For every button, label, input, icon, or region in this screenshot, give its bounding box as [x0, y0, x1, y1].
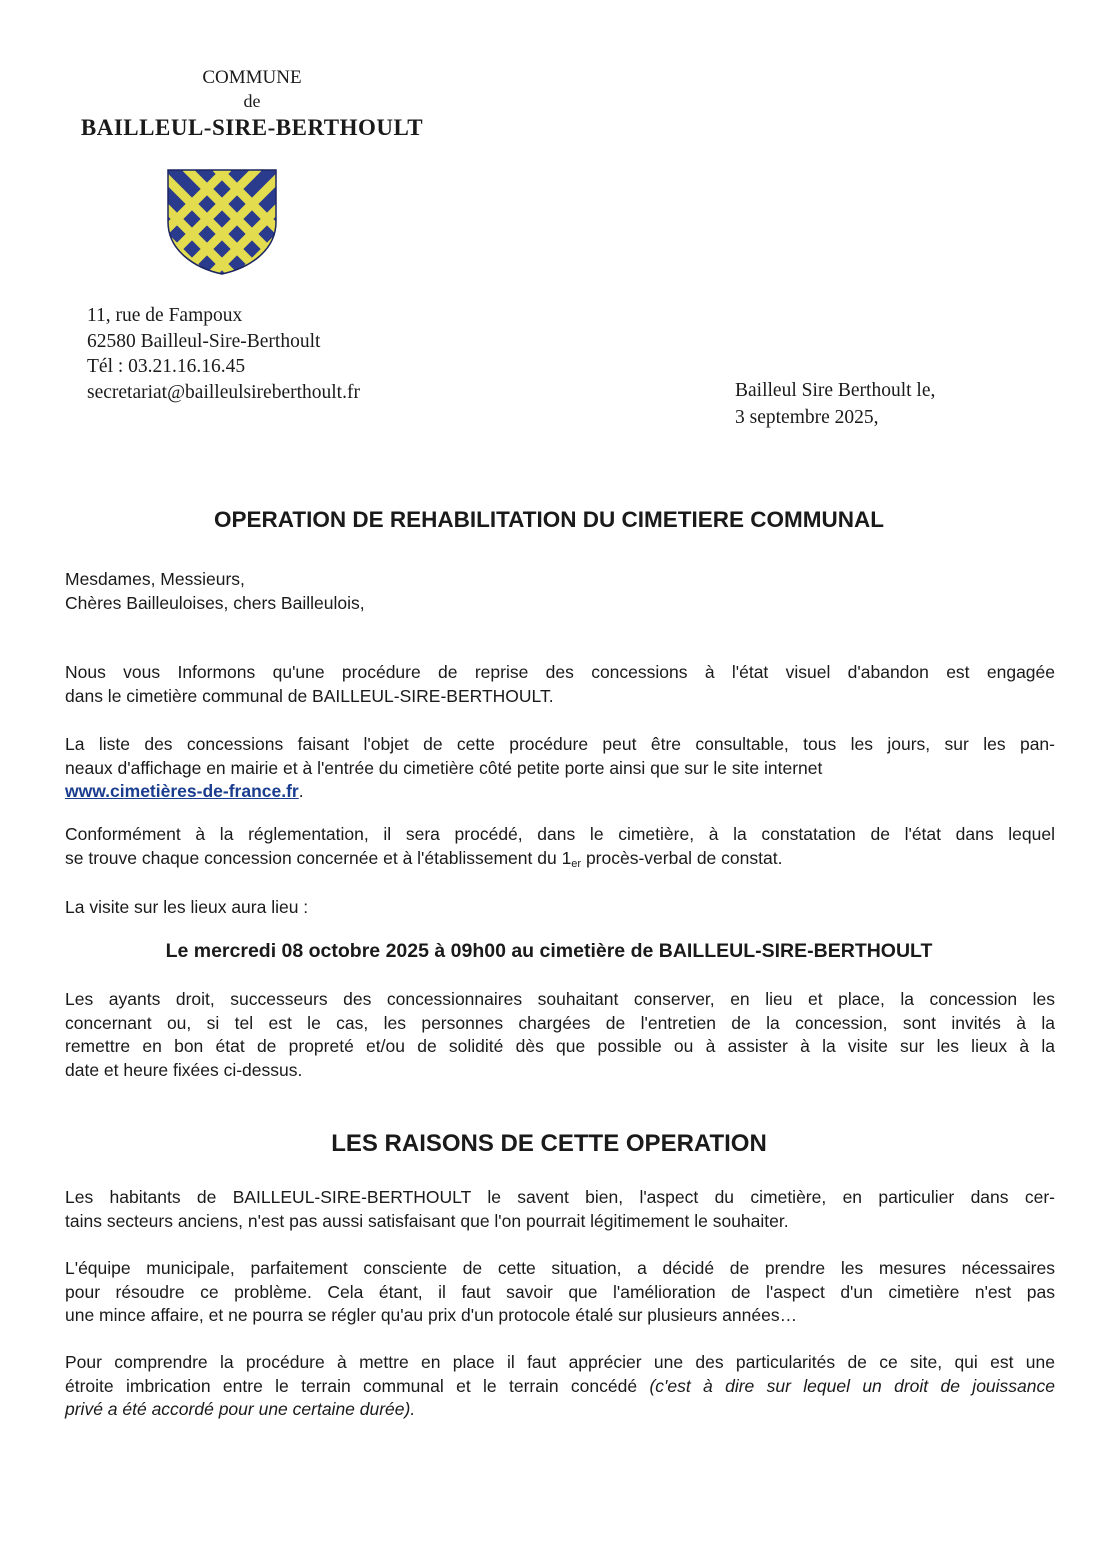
website-link[interactable]: www.cimetières-de-france.fr — [65, 781, 299, 801]
coat-of-arms-icon — [166, 168, 278, 276]
section-title: LES RAISONS DE CETTE OPERATION — [331, 1130, 767, 1157]
commune-name: BAILLEUL-SIRE-BERTHOULT — [80, 115, 424, 140]
commune-header — [60, 66, 444, 144]
dateline-place: Bailleul Sire Berthoult le, — [735, 380, 936, 401]
dateline-date: 3 septembre 2025, — [735, 407, 879, 428]
greeting-line: Mesdames, Messieurs, — [65, 569, 245, 589]
paragraph-residents — [65, 1186, 1055, 1233]
text-line: tains secteurs anciens, n'est pas aussi satisfaisant que l'on pourrait légitimement le souhaiter. — [65, 1210, 789, 1231]
text-line: La visite sur les lieux aura lieu : — [65, 897, 309, 917]
text-line: Les ayants droit, successeurs des concessionnaires souhaitant conserver, en lieu et place, la concession les — [65, 989, 1055, 1009]
text-line: concernant ou, si tel est le cas, les personnes chargées de l'entretien de la concession, sont invités à la — [65, 1012, 1055, 1033]
text-line: privé a été accordé pour une certaine durée). — [65, 1399, 416, 1419]
visit-date: Le mercredi 08 octobre 2025 à 09h00 au cimetière de BAILLEUL-SIRE-BERTHOULT — [165, 940, 933, 962]
address-street: 11, rue de Fampoux — [87, 305, 243, 326]
text-fragment: étroite imbrication entre le terrain communal et le terrain concédé — [65, 1375, 650, 1396]
text-line: Pour comprendre la procédure à mettre en place il faut apprécier une des particularités de ce site, qui est une — [65, 1352, 1055, 1372]
address-phone: Tél : 03.21.16.16.45 — [87, 356, 246, 377]
commune-de: de — [243, 91, 261, 111]
text-line — [65, 1375, 1055, 1399]
greeting-line: Chères Bailleuloises, chers Bailleulois, — [65, 592, 365, 613]
text-line: date et heure fixées ci-dessus. — [65, 1059, 303, 1080]
ordinal-suffix: er — [571, 857, 582, 870]
address-city: 62580 Bailleul-Sire-Berthoult — [87, 330, 321, 352]
text-line — [65, 780, 1055, 804]
text-line: dans le cimetière communal de BAILLEUL-SIRE-BERTHOULT. — [65, 685, 554, 706]
italic-fragment: (c'est à dire sur lequel un droit de jouissance — [649, 1375, 1055, 1396]
link-period: . — [298, 781, 304, 801]
text-line: neaux d'affichage en mairie et à l'entrée du cimetière côté petite porte ainsi que sur le site internet — [65, 757, 823, 778]
paragraph-site — [65, 1351, 1055, 1422]
text-line: L'équipe municipale, parfaitement consciente de cette situation, a décidé de prendre les mesures nécessaires — [65, 1258, 1055, 1278]
text-line: pour résoudre ce problème. Cela étant, il faut savoir que l'amélioration de l'aspect d'un cimetière n'est pas — [65, 1281, 1055, 1302]
visit-intro — [65, 896, 1055, 920]
text-line: La liste des concessions faisant l'objet de cette procédure peut être consultable, tous les jours, sur les pan- — [65, 734, 1055, 754]
text-fragment: procès-verbal de constat. — [581, 847, 783, 868]
paragraph-list — [65, 733, 1055, 804]
greeting — [65, 568, 1055, 615]
paragraph-rights — [65, 988, 1055, 1082]
address-email[interactable]: secretariat@bailleulsireberthoult.fr — [87, 381, 360, 403]
paragraph-regulation — [65, 823, 1055, 873]
commune-label: COMMUNE — [202, 67, 302, 88]
dateline — [735, 377, 935, 431]
text-line: Nous vous Informons qu'une procédure de reprise des concessions à l'état visuel d'abandon est engagée — [65, 662, 1055, 682]
text-line: Conformément à la réglementation, il sera procédé, dans le cimetière, à la constatation de l'état dans lequel — [65, 824, 1055, 844]
paragraph-team — [65, 1257, 1055, 1328]
text-line — [65, 847, 1055, 874]
text-fragment: se trouve chaque concession concernée et à l'établissement du 1 — [65, 847, 572, 868]
page-title: OPERATION DE REHABILITATION DU CIMETIERE COMMUNAL — [214, 507, 884, 532]
text-line: une mince affaire, et ne pourra se régler qu'au prix d'un protocole étalé sur plusieurs années… — [65, 1305, 798, 1325]
text-line: remettre en bon état de propreté et/ou de solidité dès que possible ou à assister à la visite sur les lieux à la — [65, 1036, 1055, 1056]
paragraph-procedure — [65, 661, 1055, 708]
address-block — [87, 303, 360, 405]
text-line: Les habitants de BAILLEUL-SIRE-BERTHOULT le savent bien, l'aspect du cimetière, en particulier dans cer- — [65, 1187, 1055, 1207]
